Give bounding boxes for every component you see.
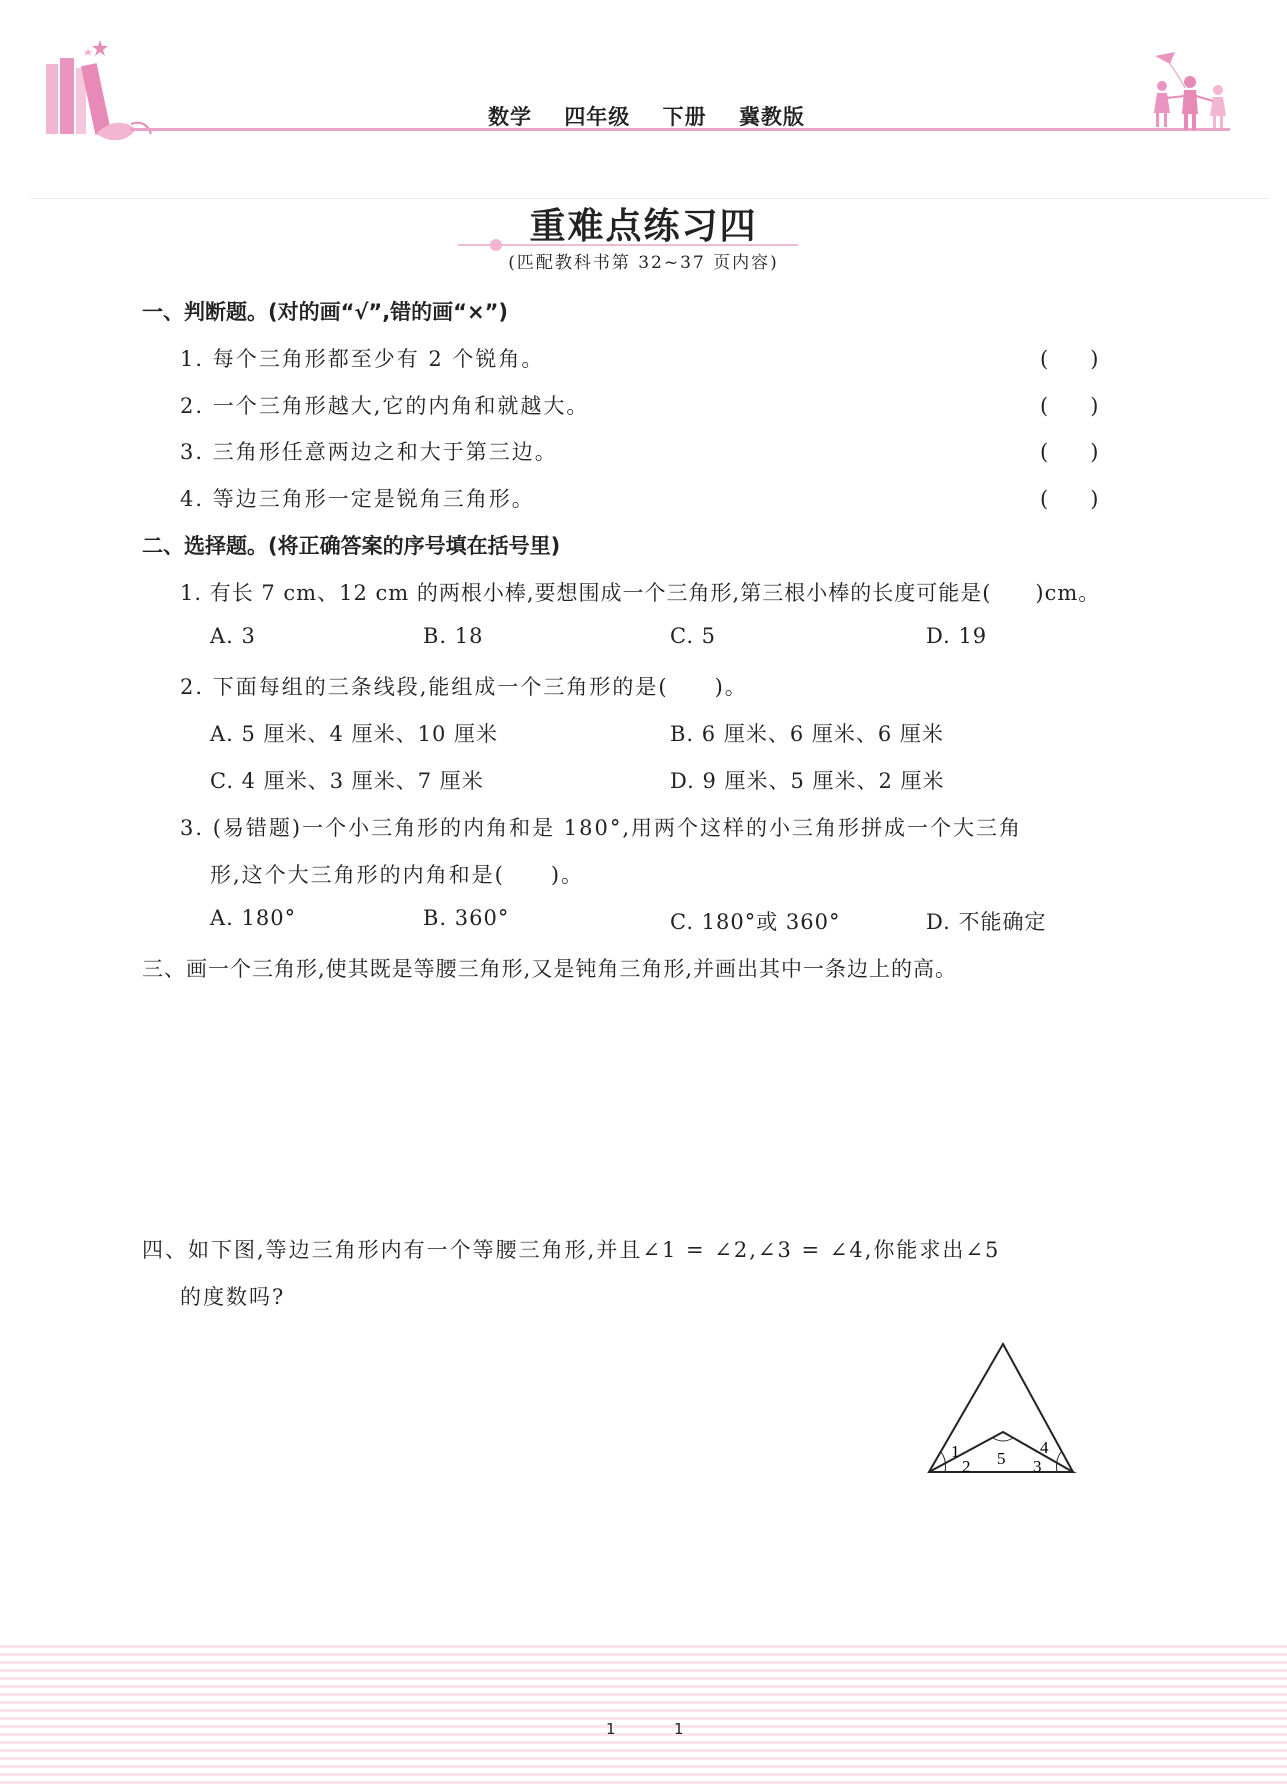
angle-label-2: 2	[962, 1457, 971, 1475]
header-volume: 下册	[662, 104, 707, 129]
s1-question-1: 1. 每个三角形都至少有 2 个锐角。	[180, 347, 545, 371]
section4-line1: 四、如下图,等边三角形内有一个等腰三角形,并且∠1 = ∠2,∠3 = ∠4,你能求出∠5	[142, 1238, 1001, 1262]
triangle-figure	[925, 1340, 1085, 1475]
page-number-left: 1	[606, 1720, 616, 1738]
s2-q2-option-d: D. 9 厘米、5 厘米、2 厘米	[670, 769, 945, 793]
header-subject: 数学	[488, 104, 532, 129]
page-header	[0, 0, 1287, 200]
angle-label-3: 3	[1033, 1457, 1042, 1475]
s2-question-3-line2: 形,这个大三角形的内角和是( )。	[210, 863, 585, 887]
s2-question-2: 2. 下面每组的三条线段,能组成一个三角形的是( )。	[180, 675, 748, 699]
header-book-info	[488, 101, 829, 131]
page-title: 重难点练习四	[529, 205, 758, 247]
s1-answer-blank-3[interactable]: ( )	[1040, 440, 1099, 464]
angle-arc-top	[993, 1438, 1013, 1441]
drawing-area[interactable]	[142, 995, 1142, 1215]
s2-question-3-line1: 3. (易错题)一个小三角形的内角和是 180°,用两个这样的小三角形拼成一个大三角	[180, 816, 1023, 840]
footer-stripes	[0, 1645, 1287, 1789]
s2-q2-option-a: A. 5 厘米、4 厘米、10 厘米	[210, 722, 498, 746]
section4-line2: 的度数吗?	[180, 1285, 286, 1309]
s2-q1-option-d: D. 19	[926, 624, 988, 648]
page-number-right: 1	[674, 1720, 684, 1738]
children-silhouette-icon	[1140, 48, 1240, 133]
angle-label-1: 1	[951, 1442, 960, 1461]
header-edition: 冀教版	[738, 104, 805, 129]
s2-question-1: 1. 有长 7 cm、12 cm 的两根小棒,要想围成一个三角形,第三根小棒的长度可能是( )cm。	[180, 581, 1101, 605]
s2-q3-option-a: A. 180°	[210, 906, 297, 930]
section1-heading: 一、判断题。(对的画“√”,错的画“×”)	[142, 300, 508, 324]
s2-q3-option-b: B. 360°	[423, 906, 510, 930]
page-subtitle: (匹配教科书第 32~37 页内容)	[508, 253, 779, 273]
s2-q3-option-d: D. 不能确定	[926, 910, 1047, 934]
section3-heading: 三、画一个三角形,使其既是等腰三角形,又是钝角三角形,并画出其中一条边上的高。	[142, 957, 958, 981]
s2-q1-option-a: A. 3	[210, 624, 256, 648]
angle-label-4: 4	[1040, 1438, 1049, 1457]
s2-q1-option-c: C. 5	[670, 624, 717, 648]
s1-question-3: 3. 三角形任意两边之和大于第三边。	[180, 440, 558, 464]
header-grade: 四年级	[564, 104, 631, 129]
s1-answer-blank-2[interactable]: ( )	[1040, 394, 1099, 418]
s1-question-2: 2. 一个三角形越大,它的内角和就越大。	[180, 394, 590, 418]
section2-heading: 二、选择题。(将正确答案的序号填在括号里)	[142, 534, 561, 558]
angle-arc-left	[941, 1452, 946, 1472]
s2-q2-option-b: B. 6 厘米、6 厘米、6 厘米	[670, 722, 944, 746]
angle-arc-right	[1057, 1452, 1062, 1472]
s2-q3-option-c: C. 180°或 360°	[670, 910, 841, 934]
s2-q2-option-c: C. 4 厘米、3 厘米、7 厘米	[210, 769, 484, 793]
angle-label-5: 5	[997, 1449, 1006, 1468]
s1-question-4: 4. 等边三角形一定是锐角三角形。	[180, 487, 535, 511]
s2-q1-option-b: B. 18	[423, 624, 484, 648]
s1-answer-blank-1[interactable]: ( )	[1040, 347, 1099, 371]
books-logo-icon	[36, 34, 166, 154]
s1-answer-blank-4[interactable]: ( )	[1040, 487, 1099, 511]
